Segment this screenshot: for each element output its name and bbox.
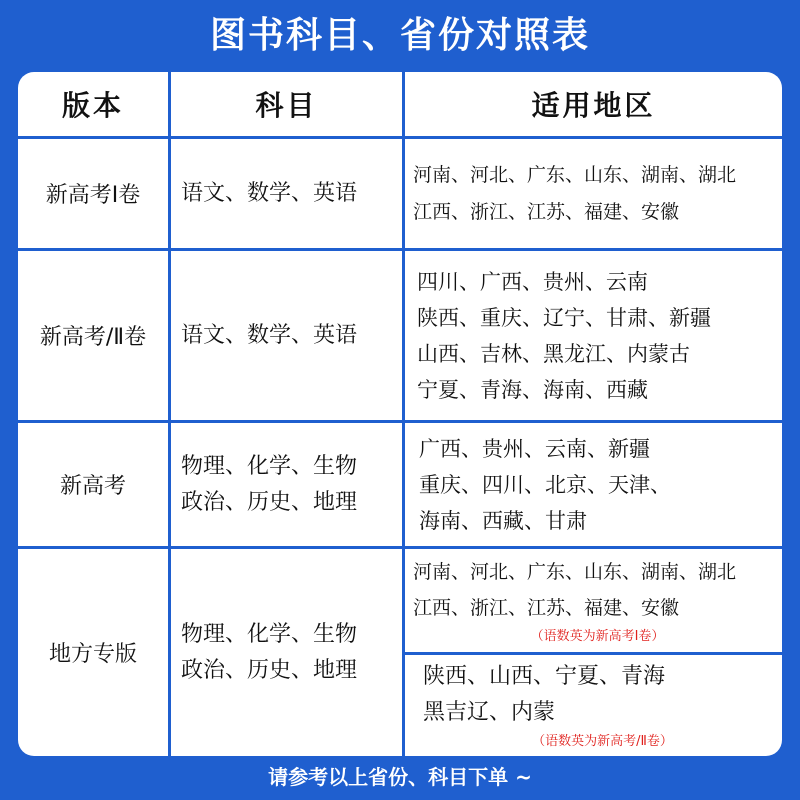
region-cell <box>405 423 782 546</box>
version-cell <box>18 549 168 756</box>
region-line: 河南、河北、广东、山东、湖南、湖北 <box>413 163 737 186</box>
subject-line: 政治、历史、地理 <box>181 657 358 683</box>
subject-cell <box>171 139 402 248</box>
subject-cell <box>171 549 402 756</box>
region-note: （语数英为新高考Ⅰ卷） <box>530 628 665 644</box>
region-line: 河南、河北、广东、山东、湖南、湖北 <box>413 560 737 583</box>
region-line: 四川、广西、贵州、云南 <box>417 269 648 294</box>
region-line: 黑吉辽、内蒙 <box>423 699 556 725</box>
footer-note: 请参考以上省份、科目下单 ~ <box>268 765 532 789</box>
region-cell <box>405 251 782 420</box>
subject-line: 物理、化学、生物 <box>181 621 358 647</box>
region-note: （语数英为新高考/Ⅱ卷） <box>532 733 673 749</box>
subject-line: 政治、历史、地理 <box>181 489 358 515</box>
region-line: 江西、浙江、江苏、福建、安徽 <box>413 200 680 223</box>
subject-line: 语文、数学、英语 <box>181 322 358 348</box>
header-version: 版本 <box>61 89 124 122</box>
region-cell <box>405 549 782 652</box>
page-title: 图书科目、省份对照表 <box>209 15 590 56</box>
header-region: 适用地区 <box>531 89 656 122</box>
region-line: 广西、贵州、云南、新疆 <box>419 436 650 461</box>
subject-cell <box>171 423 402 546</box>
header-subject: 科目 <box>255 89 318 122</box>
region-line: 陕西、山西、宁夏、青海 <box>423 663 666 689</box>
subject-cell <box>171 251 402 420</box>
region-line: 江西、浙江、江苏、福建、安徽 <box>413 596 680 619</box>
region-cell <box>405 139 782 248</box>
version-label: 地方专版 <box>48 642 137 667</box>
region-cell <box>405 655 782 756</box>
version-label: 新高考Ⅰ卷 <box>45 183 141 208</box>
version-label: 新高考/Ⅱ卷 <box>39 325 147 350</box>
subject-line: 物理、化学、生物 <box>181 453 358 479</box>
region-line: 陕西、重庆、辽宁、甘肃、新疆 <box>417 305 711 330</box>
region-line: 重庆、四川、北京、天津、 <box>419 472 671 497</box>
comparison-table <box>18 72 782 756</box>
version-cell <box>18 251 168 420</box>
region-line: 宁夏、青海、海南、西藏 <box>417 377 648 402</box>
region-line: 海南、西藏、甘肃 <box>419 508 587 533</box>
version-cell <box>18 423 168 546</box>
version-label: 新高考 <box>59 474 126 499</box>
version-cell <box>18 139 168 248</box>
region-line: 山西、吉林、黑龙江、内蒙古 <box>417 341 690 366</box>
subject-line: 语文、数学、英语 <box>181 180 358 206</box>
